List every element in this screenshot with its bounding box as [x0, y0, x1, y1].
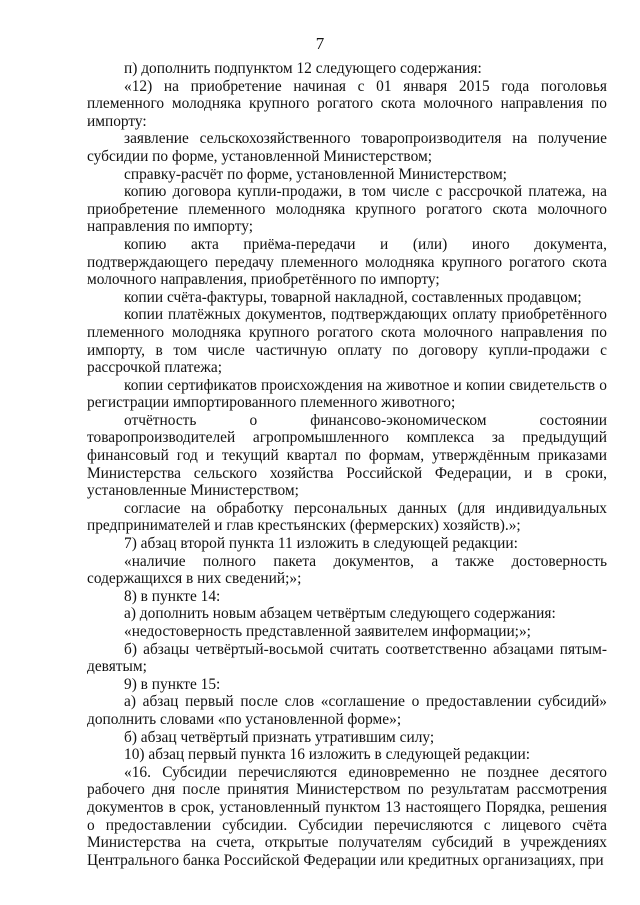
paragraph-item-8b: б) абзацы четвёртый-восьмой считать соответственно абзацами пятым-девятым; [87, 640, 607, 676]
paragraph-subpoint-12: «12) на приобретение начиная с 01 января 2015 года поголовья племенного молодняка крупного рогатого скота молочного направления по импорту: [87, 77, 607, 130]
page-number: 7 [315, 34, 325, 53]
paragraph-inaccuracy: «недостоверность представленной заявителем информации;»; [124, 623, 531, 640]
paragraph-calculation: справку-расчёт по форме, установленной Министерством; [124, 165, 507, 183]
paragraph-item-10: 10) абзац первый пункта 16 изложить в следующей редакции: [124, 746, 531, 764]
paragraph-financial-report: отчётность о финансово-экономическом состоянии товаропроизводителей агропромышленного комплекса за предыдущий финансовый год и текущий квартал по формам, утверждённым приказами Министерства сельского хозяйства Российской Федерации, и в сроки, установленные Министерством; [87, 411, 607, 500]
paragraph-item-9a: а) абзац первый после слов «соглашение о предоставлении субсидий» дополнить словами «по установленной форме»; [87, 693, 607, 728]
paragraph-documents-complete: «наличие полного пакета документов, а также достоверность содержащихся в них сведений;»; [87, 552, 607, 588]
paragraph-point-16: «16. Субсидии перечисляются единовременно не позднее десятого рабочего дня после принятия Министерством по результатам рассмотрения документов в срок, установленный пунктом 13 настоящего Порядка, решения о предоставлении субсидии. Субсидии перечисляются с лицевого счёта Министерства на счета, открытые получателям субсидий в учреждениях Центрального банка Российской Федерации или кредитных организациях, при [87, 763, 607, 869]
paragraph-item-9: 9) в пункте 15: [124, 675, 221, 693]
paragraph-invoice: копии счёта-фактуры, товарной накладной, составленных продавцом; [124, 288, 582, 306]
paragraph-sale-contract: копию договора купли-продажи, в том числе с рассрочкой платежа, на приобретение племенного молодняка крупного рогатого скота молочного направления по импорту; [87, 183, 607, 236]
paragraph-item-7: 7) абзац второй пункта 11 изложить в следующей редакции: [124, 535, 518, 553]
paragraph-item-8a: а) дополнить новым абзацем четвёртым следующего содержания: [124, 605, 556, 623]
paragraph-payment-docs: копии платёжных документов, подтверждающих оплату приобретённого племенного молодняка крупного рогатого скота молочного направления по импорту, в том числе частичную оплату по договору купли-продажи с рассрочкой платежа; [87, 306, 607, 377]
paragraph-amendment-p: п) дополнить подпунктом 12 следующего содержания: [124, 60, 482, 77]
paragraph-item-8: 8) в пункте 14: [124, 587, 221, 605]
paragraph-item-9b: б) абзац четвёртый признать утратившим силу; [124, 728, 435, 746]
paragraph-application: заявление сельскохозяйственного товаропроизводителя на получение субсидии по форме, установленной Министерством; [87, 130, 607, 165]
document-body [87, 60, 607, 869]
paragraph-transfer-act: копию акта приёма-передачи и (или) иного документа, подтверждающего передачу племенного молодняка крупного рогатого скота молочного направления, приобретённого по импорту; [87, 235, 607, 289]
paragraph-certificates: копии сертификатов происхождения на животное и копии свидетельств о регистрации импортированного племенного животного; [87, 376, 607, 412]
paragraph-consent: согласие на обработку персональных данных (для индивидуальных предпринимателей и глав крестьянских (фермерских) хозяйств).»; [87, 499, 607, 535]
